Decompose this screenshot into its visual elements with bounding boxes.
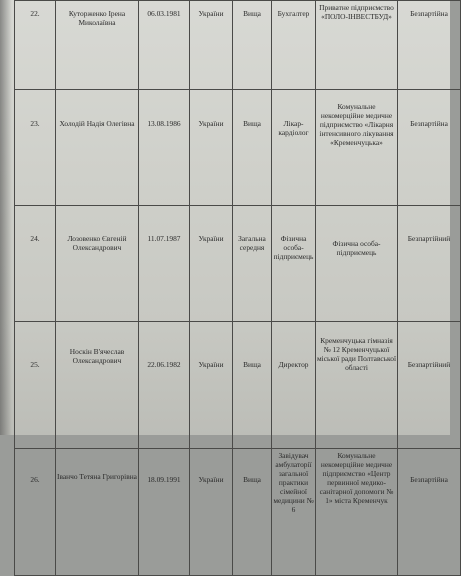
education: Вища xyxy=(233,1,272,90)
position: Завідувач амбулаторії загальної практики сімейної медицини № 6 xyxy=(272,449,316,576)
candidate-name: Лозовенко Євгеній Олександрович xyxy=(56,206,139,322)
education: Вища xyxy=(233,322,272,449)
position: Фізична особа-підприємець xyxy=(272,206,316,322)
candidate-name: Холодій Надія Олегівна xyxy=(56,90,139,206)
row-number: 25. xyxy=(15,322,56,449)
table-row xyxy=(15,206,461,322)
organization: Комунальне некомерційне медичне підприємство «Центр первинної медико-санітарної допомоги № 1» міста Кременчук xyxy=(316,449,398,576)
table-row xyxy=(15,449,461,576)
education: Загальна середня xyxy=(233,206,272,322)
table-row xyxy=(15,90,461,206)
birth-date: 13.08.1986 xyxy=(139,90,190,206)
position: Лікар-кардіолог xyxy=(272,90,316,206)
education: Вища xyxy=(233,449,272,576)
citizenship: України xyxy=(190,90,233,206)
birth-date: 11.07.1987 xyxy=(139,206,190,322)
organization: Фізична особа-підприємець xyxy=(316,206,398,322)
birth-date: 18.09.1991 xyxy=(139,449,190,576)
table-row xyxy=(15,322,461,449)
row-number: 26. xyxy=(15,449,56,576)
party-status: Безпартійна xyxy=(398,1,461,90)
candidate-name: Іванчо Тетяна Григорівна xyxy=(56,449,139,576)
organization: Комунальне некомерційне медичне підприємство «Лікарня інтенсивного лікування «Кременчуцька» xyxy=(316,90,398,206)
birth-date: 06.03.1981 xyxy=(139,1,190,90)
party-status: Безпартійний xyxy=(398,206,461,322)
organization: Приватне підприємство «ПОЛО-ІНВЕСТБУД» xyxy=(316,1,398,90)
party-status: Безпартійний xyxy=(398,322,461,449)
party-status: Безпартійна xyxy=(398,449,461,576)
candidate-name: Куторженко Ірена Миколаївна xyxy=(56,1,139,90)
party-status: Безпартійна xyxy=(398,90,461,206)
citizenship: України xyxy=(190,449,233,576)
table-row xyxy=(15,1,461,90)
row-number: 22. xyxy=(15,1,56,90)
row-number: 23. xyxy=(15,90,56,206)
row-number: 24. xyxy=(15,206,56,322)
education: Вища xyxy=(233,90,272,206)
birth-date: 22.06.1982 xyxy=(139,322,190,449)
page-edge-shadow xyxy=(0,0,12,435)
citizenship: України xyxy=(190,206,233,322)
candidates-table xyxy=(14,0,461,576)
candidate-name: Носкін В'ячеслав Олександрович xyxy=(56,322,139,449)
citizenship: України xyxy=(190,322,233,449)
position: Бухгалтер xyxy=(272,1,316,90)
organization: Кременчуцька гімназія № 12 Кременчуцької міської ради Полтавської області xyxy=(316,322,398,449)
citizenship: України xyxy=(190,1,233,90)
position: Директор xyxy=(272,322,316,449)
